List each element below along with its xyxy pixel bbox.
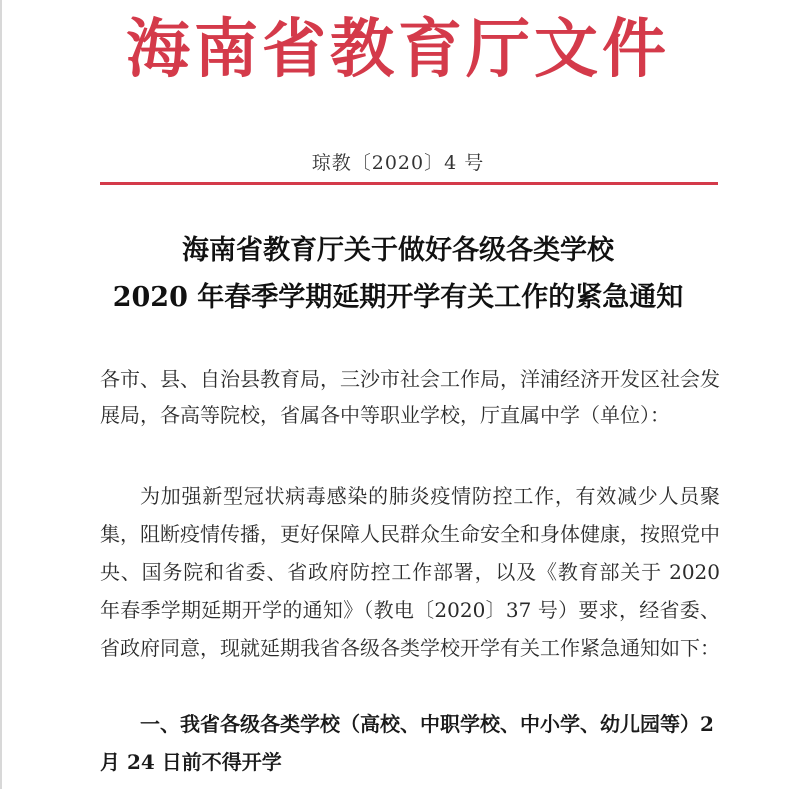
page-edge-shadow bbox=[0, 0, 2, 789]
addressee-paragraph: 各市、县、自治县教育局，三沙市社会工作局，洋浦经济开发区社会发展局，各高等院校，省属各中等职业学校，厅直属中学（单位）： bbox=[100, 367, 720, 427]
issuer-masthead: 海南省教育厅文件 bbox=[126, 13, 670, 87]
body-paragraph: 为加强新型冠状病毒感染的肺炎疫情防控工作，有效减少人员聚集，阻断疫情传播，更好保障人民群众生命安全和身体健康，按照党中央、国务院和省委、省政府防控工作部署，以及《教育部关于 2020 年春季学期延期开学的通知》（教电〔2020〕37 号）要求，经省委、省政府同意，现就延期我省各级各类学校开学有关工作紧急通知如下： bbox=[100, 484, 720, 660]
section-heading-one: 一、我省各级各类学校（高校、中职学校、中小学、幼儿园等）2 月 24 日前不得开学 bbox=[100, 712, 714, 774]
document-title-line-1: 海南省教育厅关于做好各级各类学校 bbox=[182, 235, 614, 266]
red-separator-line bbox=[100, 182, 718, 185]
document-number: 琼教〔2020〕4 号 bbox=[311, 152, 485, 174]
document-title-line-2: 2020 年春季学期延期开学有关工作的紧急通知 bbox=[112, 282, 684, 313]
